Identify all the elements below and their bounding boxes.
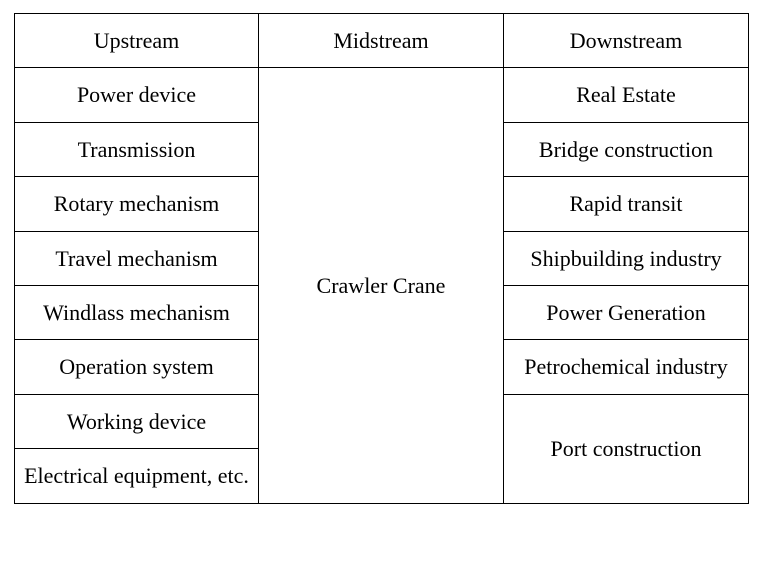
upstream-cell: Rotary mechanism bbox=[15, 177, 259, 231]
upstream-cell: Working device bbox=[15, 394, 259, 448]
upstream-cell: Operation system bbox=[15, 340, 259, 394]
downstream-cell: Real Estate bbox=[504, 68, 749, 122]
downstream-cell: Port construction bbox=[504, 394, 749, 503]
upstream-cell: Electrical equipment, etc. bbox=[15, 449, 259, 503]
downstream-cell: Petrochemical industry bbox=[504, 340, 749, 394]
table-row bbox=[15, 68, 749, 122]
upstream-cell: Transmission bbox=[15, 122, 259, 176]
downstream-cell: Power Generation bbox=[504, 285, 749, 339]
upstream-cell: Power device bbox=[15, 68, 259, 122]
upstream-cell: Windlass mechanism bbox=[15, 285, 259, 339]
midstream-cell: Crawler Crane bbox=[259, 68, 504, 503]
header-upstream: Upstream bbox=[15, 14, 259, 68]
downstream-cell: Shipbuilding industry bbox=[504, 231, 749, 285]
downstream-cell: Rapid transit bbox=[504, 177, 749, 231]
header-row bbox=[15, 14, 749, 68]
header-downstream: Downstream bbox=[504, 14, 749, 68]
industry-chain-table bbox=[14, 13, 749, 504]
header-midstream: Midstream bbox=[259, 14, 504, 68]
downstream-cell: Bridge construction bbox=[504, 122, 749, 176]
upstream-cell: Travel mechanism bbox=[15, 231, 259, 285]
